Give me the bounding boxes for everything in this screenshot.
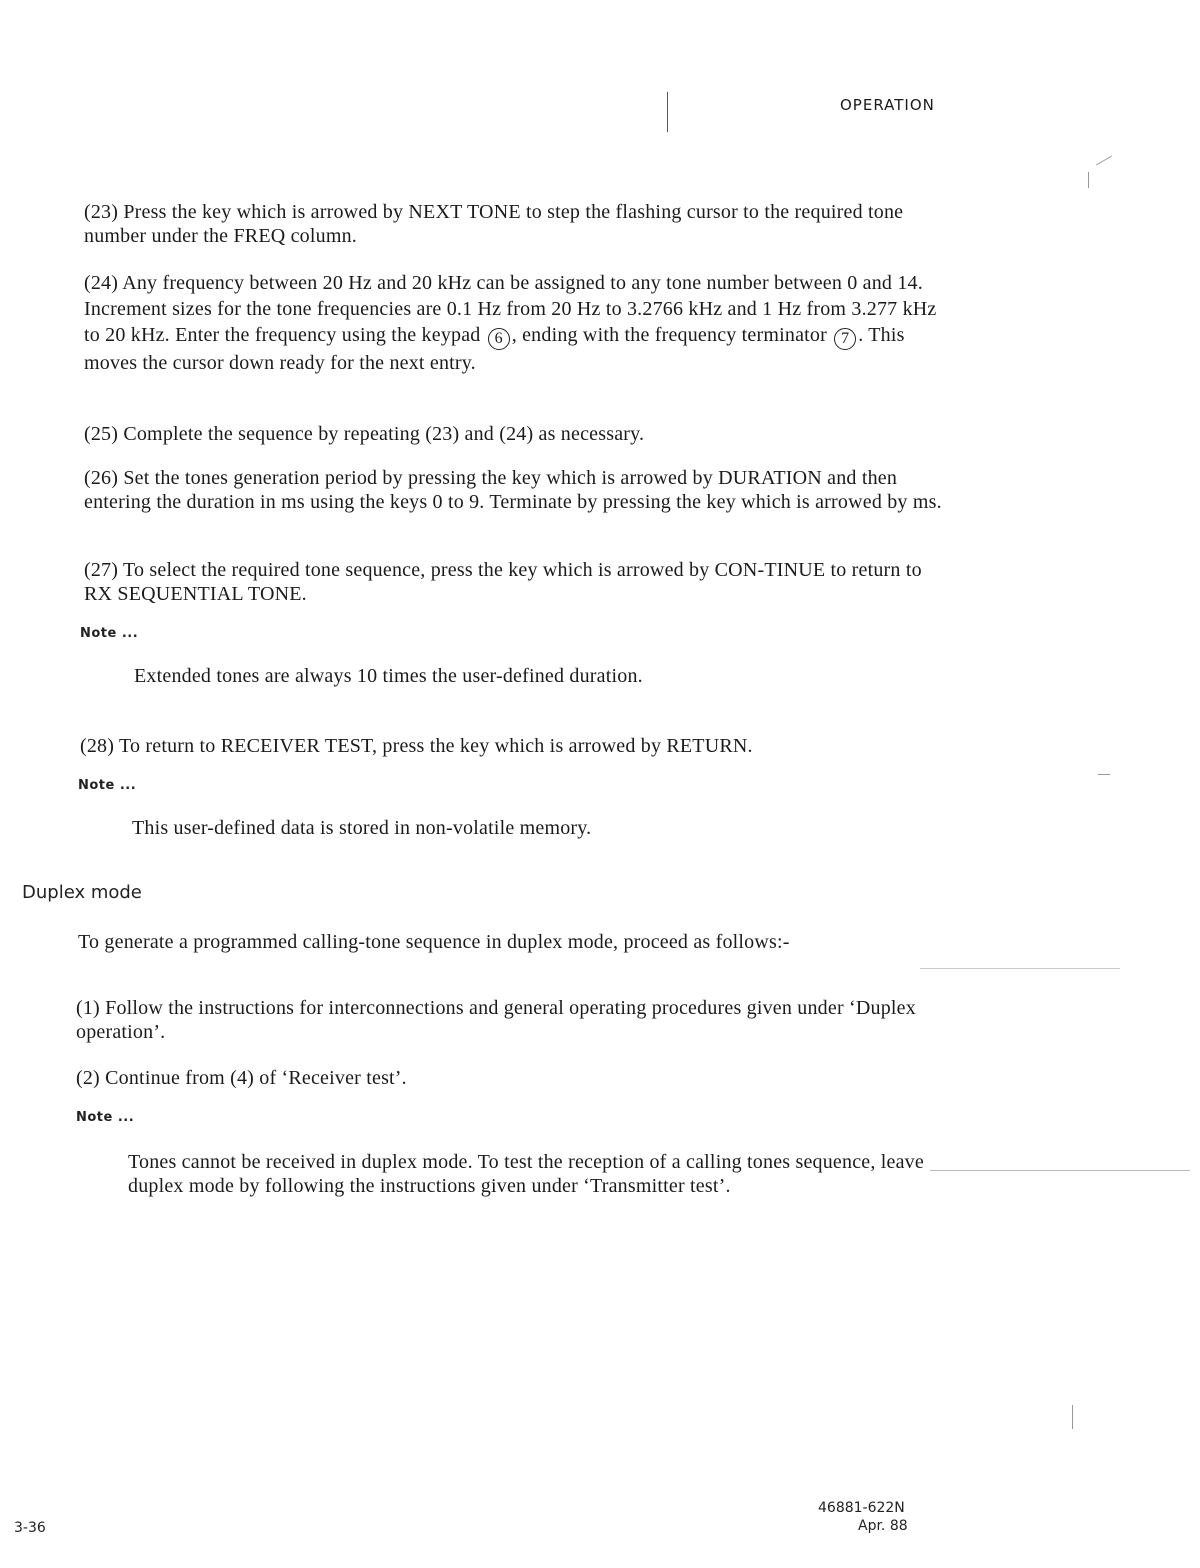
scan-mark bbox=[1088, 172, 1089, 188]
duplex-step-1: (1) Follow the instructions for interconnections and general operating procedures given under ‘Duplex operation’. bbox=[76, 997, 916, 1043]
step-27: (27) To select the required tone sequence, press the key which is arrowed by CON-TINUE to return to RX SEQUENTIAL TONE. bbox=[84, 559, 922, 605]
document-date: Apr. 88 bbox=[858, 1518, 908, 1534]
step-25: (25) Complete the sequence by repeating (23) and (24) as necessary. bbox=[84, 423, 645, 445]
duplex-note-text: Tones cannot be received in duplex mode. To test the reception of a calling tones sequence, leave duplex mode by following the instructions given under ‘Transmitter test’. bbox=[128, 1151, 924, 1197]
step-23: (23) Press the key which is arrowed by NEXT TONE to step the flashing cursor to the required tone number under the FREQ column. bbox=[84, 201, 904, 247]
page-number: 3-36 bbox=[14, 1520, 46, 1536]
keypad-key-6: 6 bbox=[488, 328, 510, 350]
note-label: Note ... bbox=[76, 1110, 135, 1125]
step-28: (28) To return to RECEIVER TEST, press the key which is arrowed by RETURN. bbox=[80, 735, 753, 757]
duplex-mode-heading: Duplex mode bbox=[22, 882, 142, 903]
scan-mark bbox=[930, 1170, 1190, 1171]
header-divider bbox=[667, 92, 668, 132]
step-24 bbox=[84, 270, 950, 376]
scan-mark bbox=[1098, 774, 1110, 775]
document-number: 46881-622N bbox=[818, 1500, 905, 1516]
terminator-key-7: 7 bbox=[834, 328, 856, 350]
note-label: Note ... bbox=[80, 626, 139, 641]
note-text-memory: This user-defined data is stored in non-volatile memory. bbox=[132, 817, 592, 839]
note-text-extended-tones: Extended tones are always 10 times the user-defined duration. bbox=[134, 665, 643, 687]
section-header: OPERATION bbox=[840, 96, 935, 114]
scan-mark bbox=[920, 968, 1120, 969]
step-26: (26) Set the tones generation period by pressing the key which is arrowed by DURATION and then entering the duration in ms using the keys 0 to 9. Terminate by pressing the key which is arrowed by ms. bbox=[84, 467, 942, 513]
duplex-step-2: (2) Continue from (4) of ‘Receiver test’. bbox=[76, 1067, 407, 1089]
scan-mark bbox=[1096, 156, 1112, 166]
step-24-text-b: , ending with the frequency terminator bbox=[511, 324, 827, 346]
step-24-text-c: . This moves the cursor down ready for the next entry. bbox=[84, 324, 905, 374]
scan-mark bbox=[1072, 1405, 1073, 1429]
note-label: Note ... bbox=[78, 778, 137, 793]
step-24-text-a: (24) Any frequency between 20 Hz and 20 kHz can be assigned to any tone number between 0 and 14. Increment sizes for the tone frequencies are 0.1 Hz from 20 Hz to 3.2766 kHz and 1 Hz from 3.277 kHz to 20 kHz. Enter the frequency using the keypad bbox=[84, 272, 937, 346]
duplex-intro: To generate a programmed calling-tone sequence in duplex mode, proceed as follows:- bbox=[78, 931, 790, 953]
